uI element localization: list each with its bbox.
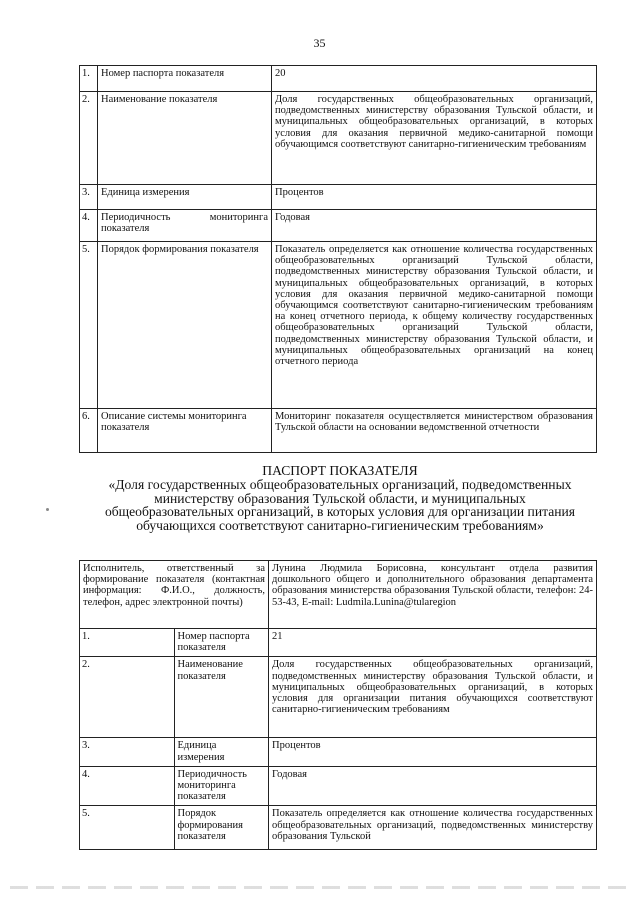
row-label: Описание системы мониторинга показателя [98, 409, 272, 453]
row-number: 3. [80, 185, 98, 210]
row-label: Наименование показателя [174, 657, 269, 738]
row-label: Единица измерения [98, 185, 272, 210]
row-number: 2. [80, 92, 98, 185]
row-value: Мониторинг показателя осуществляется министерством образования Тульской области на основании ведомственной отчетности [272, 409, 597, 453]
table-row [80, 66, 597, 92]
table-row [80, 242, 597, 409]
table-row [80, 185, 597, 210]
table-row [80, 806, 597, 850]
page-number: 35 [313, 36, 326, 50]
indicator-passport-table-21 [79, 560, 597, 850]
executor-row [80, 561, 597, 629]
table-row [80, 92, 597, 185]
row-value: Доля государственных общеобразовательных организаций, подведомственных министерству образования Тульской области, и муниципальных общеобразовательных организаций, в которых условия для оказания первичной медико-санитарной помощи обучающимся соответствуют санитарно-гигиеническим требованиям [272, 92, 597, 185]
passport-subtitle: «Доля государственных общеобразовательных организаций, подведомственных министерству образования Тульской области, и муниципальных общеобразовательных организаций, в которых условия для организации питания обучающихся соответствуют санитарно-гигиеническим требованиям» [104, 476, 576, 534]
row-number: 2. [80, 657, 175, 738]
table-row [80, 629, 597, 657]
row-label: Единица измерения [174, 738, 269, 766]
row-number: 5. [80, 242, 98, 409]
table-row [80, 210, 597, 242]
row-label: Порядок формирования показателя [174, 806, 269, 850]
row-number: 5. [80, 806, 175, 850]
table-row [80, 766, 597, 806]
row-number: 4. [80, 210, 98, 242]
passport-heading [90, 464, 590, 533]
row-value: Годовая [269, 766, 597, 806]
row-value: 21 [269, 629, 597, 657]
row-value: Процентов [272, 185, 597, 210]
row-label: Номер паспорта показателя [174, 629, 269, 657]
row-value: Процентов [269, 738, 597, 766]
row-number: 1. [80, 629, 175, 657]
row-number: 6. [80, 409, 98, 453]
row-number: 1. [80, 66, 98, 92]
row-value: Показатель определяется как отношение количества государственных общеобразовательных организаций, подведомственных министерству образования Тульской [269, 806, 597, 850]
row-value: Годовая [272, 210, 597, 242]
table-row [80, 657, 597, 738]
table-row [80, 738, 597, 766]
executor-label: Исполнитель, ответственный за формирование показателя (контактная информация: Ф.И.О., должность, телефон, адрес электронной почты) [80, 561, 269, 629]
indicator-passport-table-20 [79, 65, 597, 453]
row-value: Показатель определяется как отношение количества государственных общеобразовательных организаций Тульской области, подведомственных министерству образования Тульской области, и муниципальных общеобразовательных организаций, в которых условия для оказания первичной медико-санитарной помощи обучающимся соответствуют санитарно-гигиеническим требованиям на конец отчетного периода, к общему количеству государственных общеобразовательных организаций Тульской области, подведомственных министерству образования Тульской области, и муниципальных общеобразовательных организаций на конец отчетного периода [272, 242, 597, 409]
row-label: Номер паспорта показателя [98, 66, 272, 92]
scan-artifact-bottom-strip [10, 886, 629, 889]
row-number: 3. [80, 738, 175, 766]
passport-title: ПАСПОРТ ПОКАЗАТЕЛЯ [262, 463, 418, 478]
executor-value: Лунина Людмила Борисовна, консультант отдела развития дошкольного общего и дополнительного образования департамента образования министерства образования Тульской области, телефон: 24-53-43, E-mail: Ludmila.Lunina@tularegion [269, 561, 597, 629]
scan-artifact-dot [46, 508, 49, 511]
row-number: 4. [80, 766, 175, 806]
row-label: Периодичность мониторинга показателя [174, 766, 269, 806]
row-value: 20 [272, 66, 597, 92]
table-row [80, 409, 597, 453]
row-value: Доля государственных общеобразовательных организаций, подведомственных министерству образования Тульской области, и муниципальных общеобразовательных организаций, в которых условия для организации питания обучающихся соответствуют санитарно-гигиеническим требованиям [269, 657, 597, 738]
row-label: Периодичность мониторинга показателя [98, 210, 272, 242]
row-label: Наименование показателя [98, 92, 272, 185]
row-label: Порядок формирования показателя [98, 242, 272, 409]
